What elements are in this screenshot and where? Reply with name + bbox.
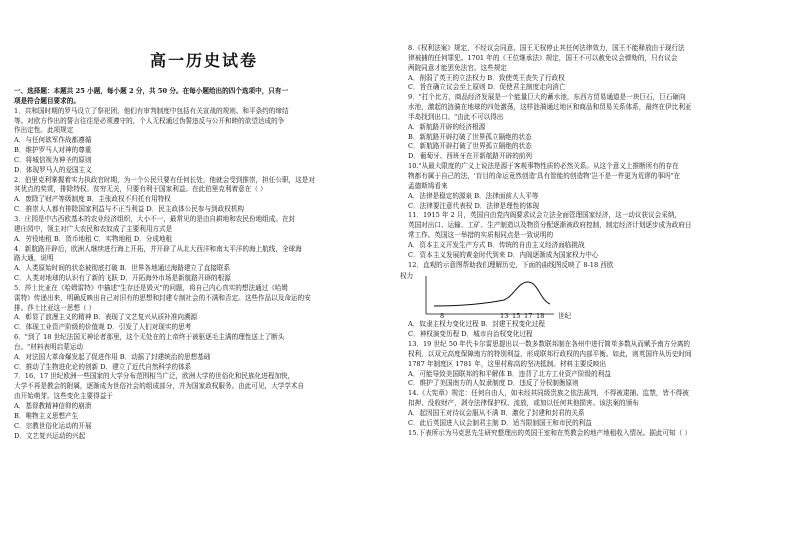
text-line: C．维护了美国南方的人奴隶制度 D．违反了分权制衡原则 [408,379,579,388]
text-line: A．与任何欲军作战都遵循 [14,136,92,145]
y-axis-label: 权力 [400,272,414,281]
text-line: 物都有属于自己的法，'盲目的命运竟然创造'具有智能的创造物'岂不是一件更为荒谬的事吗"在 [408,171,681,180]
text-line: 由开始萌芽。这些变化主要得益于 [14,392,113,401]
text-line: 雷特》传递出来，明确反映出自己对旧有的思想和封建专制社会的不满和否定。这些作品以及命运的安 [14,293,311,302]
text-line: 9．"打个比方，商品经济发展是一个能量巨大的蓄水池，东西方贸易通道是一块巨石，巨石砸向 [408,93,686,102]
x-axis-unit: 世纪 [558,312,572,321]
text-line: C．体现工业资产阶级的价值观 D．引发了人们对现实的思考 [14,323,192,332]
text-line: 两院同意才能罢免法官。这些规定 [408,63,507,72]
text-line: C．人类对地球的认识有了新的飞跃 D．开拓海外市场是新航路开辟的根源 [14,274,231,283]
text-line: 12．直观的示意图帮助我们理解历史，下面的曲线图反映了 8-18 西欧 [408,260,614,269]
text-line: 10."从最大限度的广义上说法是源于客观事物性质的必然关系。从这个意义上推断所有的存在 [408,162,679,171]
tick-label: 15 [512,312,521,321]
text-line: B．唯物主义思想产生 [14,411,79,420]
text-line: 大学不再是教会的附属，逐渐成为世俗社会的组成部分，并为国家政权服务。由此可见，大学学术自 [14,382,305,391]
text-line: 11．1915 年 2 月，英国自由党内阁要求议会立法全面管理国家经济，这一动议获议会采纳， [408,211,682,220]
text-line: A．废除了财产等级制度 B．主张政权不归托有用特权 [14,195,171,204]
text-line: 15.下表所示为马克思先生研究整理出的英国王室和在英教会的地产地租收入情况。据此可知（ ） [408,428,691,437]
text-line: 项是符合题目要求的。 [14,96,80,105]
text-line: A．彰显了浪漫主义的精神 B．表现了文艺复兴从质补准向溯源 [14,313,198,322]
text-line: 作出定性。此项规定 [14,126,74,135]
text-line: 7．16、17 世纪欧洲一些国家的大学分布范围相当广泛，欧洲大学的世俗化和民族化进程加快， [14,372,295,381]
tick-label: 18 [536,312,545,321]
text-line: A．法律是稳定的源泉 B．法律面前人人平等 [408,191,539,200]
text-line: 常工作。英国这一举措的实质相同点是一致说明的 [408,231,554,240]
right-column [400,0,788,439]
text-line: 13．19 世纪 50 年代卡尔雷思提出以一数多数联邦制在各州中进行简单多数从而赋予南方分离的 [408,340,691,349]
text-line: C．旨在确立议会至上原则 D．促使君主制度走向消亡 [408,83,566,92]
text-line: 路大通，说明 [14,254,54,263]
power-curve-chart [400,270,594,321]
text-line: 扣押、没收财产，剥夺法律保护权、流放，或加以任何其他损害。该法案的颁布 [408,399,639,408]
tick-label: 13 [500,312,509,321]
text-line: C．推动了生物进化论的创新 D．建立了近代自然科学的体系 [14,362,192,371]
text-line: C．资本主义发展的黄金时代到来 D．内阁逐渐成为国家权力中心 [408,250,599,259]
text-line: B．维护罗马人对神的尊重 [14,146,92,155]
text-line: 14.《大宪章》规定：任何自由人，如未经其同级贵族之依法裁判，不得被逮捕、监禁，皆不得被 [408,389,689,398]
text-line: 其优点的奖赏，排除特权。贫穷无关，只要有利于国家利益。在此伯里克利着意在（ ） [14,185,267,194]
text-line: 律被捕的任何罪犯。1701 年的《王位继承法》规定，国王不可以赦免议会弹劾的，只有议会 [408,53,678,62]
text-line: A．基督教精神信仰的崩溃 [14,402,92,410]
text-line: A．削弱了英王的立法权力 B．致使英王丧失了行政权 [408,73,565,82]
page-title: 高一历史试卷 [149,51,258,70]
text-line: A．新航路开辟的经济根源 [408,122,486,131]
text-line: 水池，激起的涟漪在地球的四处激荡，这样涟漪通过地区和商品和贸易关系体系，最终在伊比利亚 [408,103,692,112]
text-line: A．奴隶主权力变化过程 B．封建王权变化过程 [408,320,545,329]
text-line: A．起因国王对待议会服从不满 B．激化了封建和封君的关系 [408,409,585,417]
text-line: C．此后英国进入议会制君主制 D．适当限制国王和市民的利益 [408,418,592,427]
text-line: 孟德斯鸠看来 [408,181,448,190]
text-line: D．葡萄牙、西班牙在开新航路开辟的前列 [408,152,532,161]
text-line: 一、选择题：本题共 25 小题，每小题 2 分，共 50 分。在每小题给出的四个选项中，只有一 [14,87,289,95]
tick-label: 8 [440,312,445,321]
right-question-block-bottom [408,320,788,438]
left-question-block [14,87,394,441]
text-line: 6．"到了 18 世纪法国无神论者那里，这个无处在的上帝终于被驱逐毛主满的理性送上了断头 [14,333,285,342]
text-line: C．新航路开辟打破了世界孤立隔绝的状态 [408,142,532,151]
text-line: 4．新航路开辟后，欧洲人继续进行海上开拓，并开辟了从北大西洋和南太平洋的海上航线，全球海 [14,244,302,253]
text-line: 建庄园中，领主对广大农民和农奴成了主要利用方式是 [14,224,173,233]
text-line: 权利，以双元高度保障南方的特别利益，形成联邦行政权的内部平衡。如此，则英国许从历史时间 [408,349,692,358]
text-line: 1．共和国时期的罗马设立了祭祀团，他们有审判制度中包括有关宣战的规则、和平条约的缔结 [14,106,289,115]
text-line: A．可能导致美国联邦的和平解体 B．违背了北方工业资产阶级的利益 [408,369,611,378]
right-question-block-top [408,44,788,270]
text-line: A．人类原始时间的状态被彻底打破 B．世界各地通过海路建立了直接联系 [14,264,231,273]
text-line: C．宗教世俗化运动的开展 [14,421,92,430]
text-line: 1787 年制度区 1781 年，这里村称高的坚决抵制。材料主要反映出 [408,359,607,368]
text-line: 2．伯里克利掌握着实力执政官时期，为一个公民只要有任何长处，他就会受到推崇，担任公职，这是对 [14,175,315,184]
tick-label: 17 [524,312,533,321]
text-line: 排。莎士比亚这一思想（ ） [14,303,96,312]
text-line: 台。"材料表明启蒙运动 [14,342,83,351]
text-line: C．神权演变历程 D．城市自治权变化过程 [408,330,533,339]
text-line: C．将城信视为神圣的原则 [14,155,92,164]
text-line: D．体现罗马人的爱国主义 [14,165,92,174]
text-line: D．文艺复兴运动的兴起 [14,431,86,440]
text-line: 半岛找到出口。"由此不可以得出 [408,112,504,121]
curve-line [434,282,550,306]
left-column [14,0,394,441]
text-line: 8.《权利法案》规定，不经议会同意，国王无权停止其任何法律效力，国王不能释放由于现行法 [408,44,685,52]
text-line: 英国对出口、运输、工矿、生产制造以及物资分配逐渐被政府控制，制定经济计划逐步成为政府日 [408,221,692,230]
text-line: A．对法国大革命爆发起了促进作用 B．动摇了封建统治的思想基础 [14,352,211,361]
text-line: B．新航路开辟打破了世界孤立隔绝的状态 [408,132,532,141]
text-line: C．法律要注意代表权 D．法律是理性的体现 [408,201,540,210]
text-line: A．劳役地租 B．货币地租 C．实物地租 D．分成地租 [14,234,173,243]
text-line: 等。对欧方作出的誓言往往是必须遵守的，个人无权通过伪誓违反与公开和睦的欲望达成的争 [14,116,285,125]
text-line: 5．莎士比亚在《哈姆雷特》中描述"生存还是毁灭"的问题，将自己内心真实的想法通过《哈姆 [14,283,289,292]
text-line: C．推崇人人都有排除国家利益与不正当利益 D．民主政体公民参与到政权机构 [14,205,245,214]
text-line: 3．庄园是中古西欧基本的农业经济组织，大小不一，最常见的是由自耕地和农民份地组成。在封 [14,214,296,223]
text-line: A．资本主义开发生产方式 B．传统的自由主义经济面临挑战 [408,240,585,249]
